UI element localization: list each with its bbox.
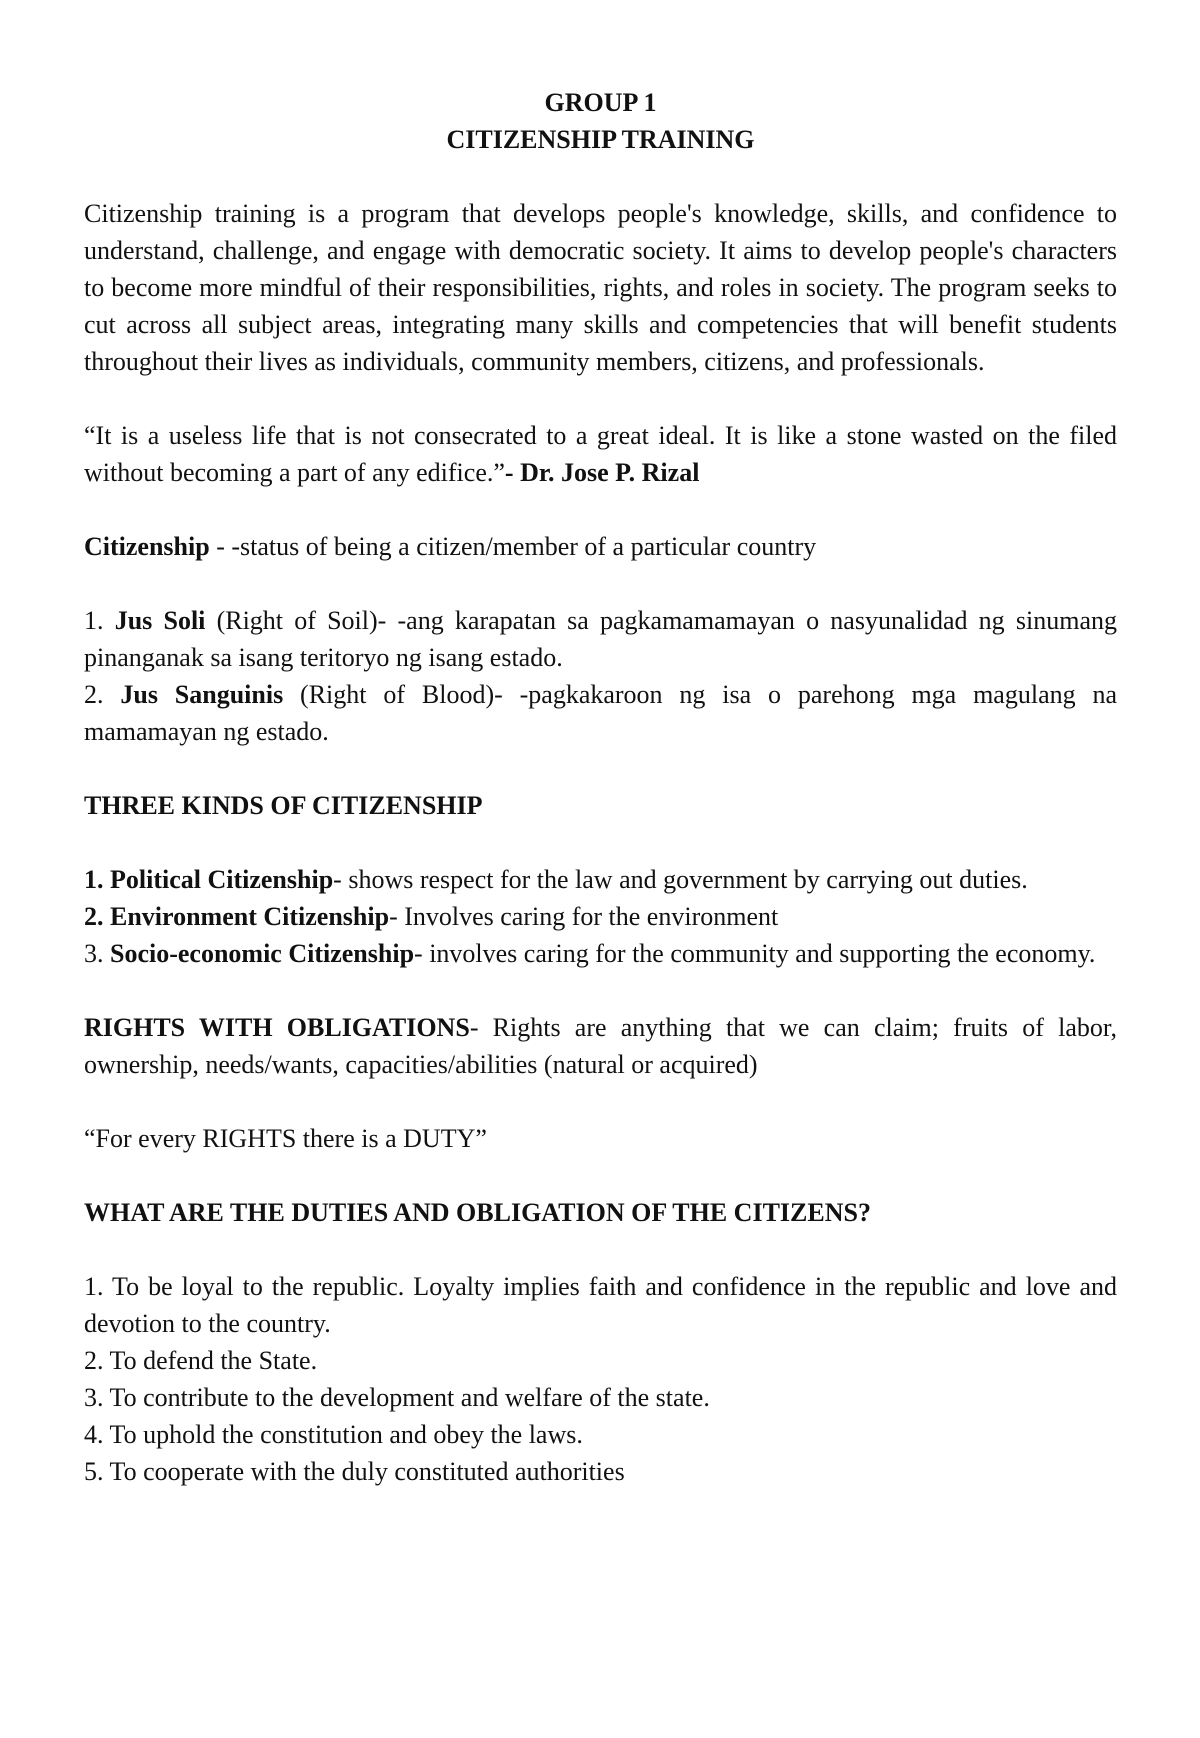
kind-text: - shows respect for the law and government by carrying out duties. — [333, 865, 1028, 894]
group-label: GROUP 1 — [544, 88, 657, 117]
kind-text: - involves caring for the community and supporting the economy. — [414, 939, 1096, 968]
rights-term: RIGHTS WITH OBLIGATIONS — [84, 1013, 470, 1042]
kind-item — [84, 935, 1117, 972]
kind-term: Socio-economic Citizenship — [110, 939, 415, 968]
duties-heading: WHAT ARE THE DUTIES AND OBLIGATION OF THE CITIZENS? — [84, 1198, 871, 1227]
motto-quote: “For every RIGHTS there is a DUTY” — [84, 1124, 487, 1153]
jus-text: (Right of Soil)- -ang karapatan sa pagkamamamayan o nasyunalidad ng sinumang pinanganak sa isang teritoryo ng isang estado. — [84, 606, 1117, 672]
kind-num: 2. — [84, 902, 110, 931]
jus-item — [84, 602, 1117, 676]
rizal-quote — [84, 417, 1117, 491]
duty-item: 2. To defend the State. — [84, 1346, 318, 1375]
kind-item — [84, 861, 1117, 898]
definition-text: - -status of being a citizen/member of a particular country — [209, 532, 817, 561]
duty-item: 3. To contribute to the development and welfare of the state. — [84, 1383, 710, 1412]
quote-text: “It is a useless life that is not consecrated to a great ideal. It is like a stone wasted on the filed without becoming a part of any edifice.” — [84, 421, 1117, 487]
kind-item — [84, 898, 1117, 935]
citizenship-definition — [84, 528, 1117, 565]
duty-item: 4. To uphold the constitution and obey the laws. — [84, 1420, 583, 1449]
jus-num: 1. — [84, 606, 115, 635]
document-title: CITIZENSHIP TRAINING — [446, 125, 755, 154]
jus-term: Jus Soli — [114, 606, 206, 635]
kind-term: Environment Citizenship — [110, 902, 390, 931]
kind-num: 3. — [84, 939, 110, 968]
jus-term: Jus Sanguinis — [120, 680, 284, 709]
intro-paragraph: Citizenship training is a program that develops people's knowledge, skills, and confidence to understand, challenge, and engage with democratic society. It aims to develop people's characters to become more mindful of their responsibilities, rights, and roles in society. The program seeks to cut across all subject areas, integrating many skills and competencies that will benefit students throughout their lives as individuals, community members, citizens, and professionals. — [84, 199, 1117, 376]
kinds-heading: THREE KINDS OF CITIZENSHIP — [84, 791, 483, 820]
definition-term: Citizenship — [84, 532, 210, 561]
rights-text: - Rights are anything that we can claim; fruits of labor, ownership, needs/wants, capacities/abilities (natural or acquired) — [84, 1013, 1118, 1079]
rights-paragraph — [84, 1009, 1117, 1083]
jus-text: (Right of Blood)- -pagkakaroon ng isa o parehong mga magulang na mamamayan ng estado. — [84, 680, 1118, 746]
kind-text: - Involves caring for the environment — [389, 902, 779, 931]
kind-term: Political Citizenship — [110, 865, 334, 894]
jus-num: 2. — [84, 680, 121, 709]
duty-item: 1. To be loyal to the republic. Loyalty implies faith and confidence in the republic and love and devotion to the country. — [84, 1272, 1117, 1338]
quote-author: - Dr. Jose P. Rizal — [504, 458, 700, 487]
duty-item: 5. To cooperate with the duly constituted authorities — [84, 1457, 625, 1486]
jus-item — [84, 676, 1117, 750]
kind-num: 1. — [84, 865, 110, 894]
